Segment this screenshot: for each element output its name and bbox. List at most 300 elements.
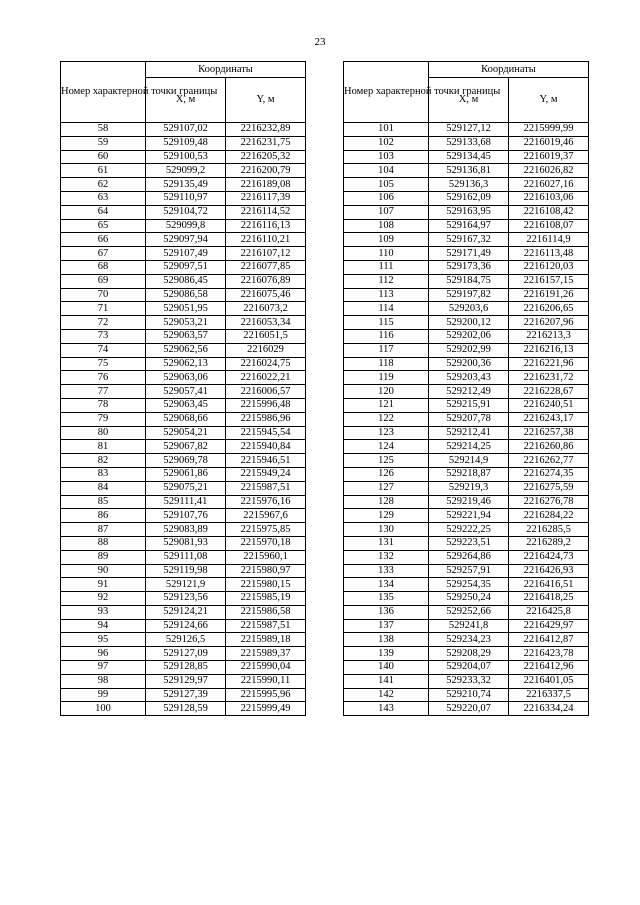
y-coordinate-cell: 2216027,16: [509, 178, 589, 192]
y-coordinate-cell: 2216262,77: [509, 454, 589, 468]
table-row: [61, 357, 306, 371]
point-number-cell: 93: [61, 605, 146, 619]
y-coordinate-cell: 2216207,96: [509, 316, 589, 330]
table-row: [344, 481, 589, 495]
y-coordinate-cell: 2216275,59: [509, 481, 589, 495]
point-number-header: Номер характерной точки границы: [344, 62, 429, 123]
y-coordinate-cell: 2216110,21: [226, 233, 306, 247]
point-number-cell: 135: [344, 592, 429, 606]
y-coordinate-cell: 2215985,19: [226, 592, 306, 606]
table-row: [344, 592, 589, 606]
x-coordinate-cell: 529124,21: [146, 605, 226, 619]
y-coordinate-cell: 2216260,86: [509, 440, 589, 454]
point-number-cell: 117: [344, 343, 429, 357]
y-coordinate-cell: 2215975,85: [226, 523, 306, 537]
x-coordinate-cell: 529063,45: [146, 398, 226, 412]
table-row: [344, 233, 589, 247]
x-coordinate-cell: 529054,21: [146, 426, 226, 440]
table-row: [61, 329, 306, 343]
table-row: [61, 205, 306, 219]
x-coordinate-cell: 529086,45: [146, 274, 226, 288]
y-coordinate-cell: 2216108,07: [509, 219, 589, 233]
point-number-cell: 98: [61, 674, 146, 688]
table-row: [344, 688, 589, 702]
y-coordinate-cell: 2215989,37: [226, 647, 306, 661]
x-coordinate-cell: 529127,09: [146, 647, 226, 661]
table-row: [61, 260, 306, 274]
point-number-cell: 108: [344, 219, 429, 233]
y-coordinate-cell: 2216029: [226, 343, 306, 357]
table-row: [61, 316, 306, 330]
y-coordinate-cell: 2216107,12: [226, 247, 306, 261]
x-coordinate-cell: 529214,9: [429, 454, 509, 468]
table-row: [61, 178, 306, 192]
table-row: [61, 495, 306, 509]
x-coordinate-cell: 529223,51: [429, 536, 509, 550]
point-number-cell: 75: [61, 357, 146, 371]
point-number-cell: 67: [61, 247, 146, 261]
table-row: [61, 440, 306, 454]
x-coordinate-cell: 529134,45: [429, 150, 509, 164]
y-coordinate-cell: 2216429,97: [509, 619, 589, 633]
y-coordinate-cell: 2216416,51: [509, 578, 589, 592]
point-number-cell: 110: [344, 247, 429, 261]
y-coordinate-cell: 2216117,39: [226, 191, 306, 205]
x-coordinate-cell: 529136,81: [429, 164, 509, 178]
point-number-cell: 137: [344, 619, 429, 633]
x-coordinate-cell: 529097,51: [146, 260, 226, 274]
table-row: [61, 247, 306, 261]
table-row: [61, 688, 306, 702]
table-row: [61, 136, 306, 150]
point-number-cell: 109: [344, 233, 429, 247]
point-number-cell: 119: [344, 371, 429, 385]
x-coordinate-cell: 529202,99: [429, 343, 509, 357]
x-coordinate-cell: 529110,97: [146, 191, 226, 205]
y-coordinate-cell: 2216114,9: [509, 233, 589, 247]
point-number-cell: 77: [61, 385, 146, 399]
table-row: [344, 398, 589, 412]
y-coordinate-cell: 2215976,16: [226, 495, 306, 509]
point-number-cell: 68: [61, 260, 146, 274]
x-coordinate-cell: 529107,02: [146, 123, 226, 137]
x-coordinate-cell: 529250,24: [429, 592, 509, 606]
x-coordinate-cell: 529126,5: [146, 633, 226, 647]
y-coordinate-cell: 2216228,67: [509, 385, 589, 399]
y-coordinate-cell: 2216213,3: [509, 329, 589, 343]
x-coordinate-cell: 529107,49: [146, 247, 226, 261]
y-coordinate-cell: 2216412,87: [509, 633, 589, 647]
x-coordinate-cell: 529202,06: [429, 329, 509, 343]
table-row: [61, 536, 306, 550]
point-number-cell: 130: [344, 523, 429, 537]
point-number-cell: 102: [344, 136, 429, 150]
point-number-cell: 123: [344, 426, 429, 440]
point-number-cell: 78: [61, 398, 146, 412]
table-row: [61, 385, 306, 399]
y-coordinate-cell: 2216024,75: [226, 357, 306, 371]
table-row: [344, 605, 589, 619]
point-number-cell: 96: [61, 647, 146, 661]
table-row: [61, 661, 306, 675]
x-coordinate-cell: 529173,36: [429, 260, 509, 274]
x-coordinate-cell: 529233,32: [429, 674, 509, 688]
point-number-cell: 122: [344, 412, 429, 426]
y-coordinate-cell: 2216240,51: [509, 398, 589, 412]
x-coordinate-cell: 529124,66: [146, 619, 226, 633]
x-header: X, м: [146, 78, 226, 123]
x-coordinate-cell: 529123,56: [146, 592, 226, 606]
x-coordinate-cell: 529051,95: [146, 302, 226, 316]
point-number-cell: 101: [344, 123, 429, 137]
table-row: [61, 702, 306, 716]
y-coordinate-cell: 2216424,73: [509, 550, 589, 564]
x-coordinate-cell: 529219,46: [429, 495, 509, 509]
x-coordinate-cell: 529083,89: [146, 523, 226, 537]
table-row: [344, 357, 589, 371]
table-row: [344, 702, 589, 716]
table-row: [344, 454, 589, 468]
point-number-cell: 103: [344, 150, 429, 164]
y-coordinate-cell: 2216231,72: [509, 371, 589, 385]
point-number-cell: 127: [344, 481, 429, 495]
y-coordinate-cell: 2216425,8: [509, 605, 589, 619]
point-number-cell: 79: [61, 412, 146, 426]
y-coordinate-cell: 2215987,51: [226, 619, 306, 633]
y-coordinate-cell: 2216257,38: [509, 426, 589, 440]
point-number-cell: 58: [61, 123, 146, 137]
table-row: [61, 578, 306, 592]
y-header: Y, м: [226, 78, 306, 123]
point-number-cell: 136: [344, 605, 429, 619]
x-coordinate-cell: 529107,76: [146, 509, 226, 523]
point-number-cell: 73: [61, 329, 146, 343]
x-coordinate-cell: 529135,49: [146, 178, 226, 192]
point-number-cell: 111: [344, 260, 429, 274]
x-coordinate-cell: 529210,74: [429, 688, 509, 702]
point-number-cell: 141: [344, 674, 429, 688]
x-coordinate-cell: 529128,85: [146, 661, 226, 675]
table-row: [344, 619, 589, 633]
y-coordinate-cell: 2216337,5: [509, 688, 589, 702]
point-number-cell: 80: [61, 426, 146, 440]
table-row: [344, 633, 589, 647]
left-table-body: [61, 123, 306, 716]
x-coordinate-cell: 529075,21: [146, 481, 226, 495]
x-coordinate-cell: 529086,58: [146, 288, 226, 302]
x-coordinate-cell: 529099,8: [146, 219, 226, 233]
x-coordinate-cell: 529222,25: [429, 523, 509, 537]
x-coordinate-cell: 529171,49: [429, 247, 509, 261]
x-coordinate-cell: 529163,95: [429, 205, 509, 219]
y-coordinate-cell: 2216019,37: [509, 150, 589, 164]
table-row: [61, 647, 306, 661]
y-coordinate-cell: 2216077,85: [226, 260, 306, 274]
table-row: [344, 412, 589, 426]
x-coordinate-cell: 529067,82: [146, 440, 226, 454]
table-row: [344, 674, 589, 688]
y-coordinate-cell: 2215986,96: [226, 412, 306, 426]
x-coordinate-cell: 529208,29: [429, 647, 509, 661]
table-row: [344, 426, 589, 440]
table-row: [61, 467, 306, 481]
x-coordinate-cell: 529200,12: [429, 316, 509, 330]
x-coordinate-cell: 529241,8: [429, 619, 509, 633]
table-row: [344, 661, 589, 675]
y-coordinate-cell: 2215987,51: [226, 481, 306, 495]
point-number-cell: 104: [344, 164, 429, 178]
y-coordinate-cell: 2215946,51: [226, 454, 306, 468]
y-coordinate-cell: 2216200,79: [226, 164, 306, 178]
point-number-cell: 70: [61, 288, 146, 302]
coordinates-header: Координаты: [429, 62, 589, 78]
point-number-cell: 61: [61, 164, 146, 178]
table-row: [344, 316, 589, 330]
table-row: [61, 564, 306, 578]
point-number-cell: 138: [344, 633, 429, 647]
x-coordinate-cell: 529062,56: [146, 343, 226, 357]
point-number-cell: 85: [61, 495, 146, 509]
point-number-cell: 82: [61, 454, 146, 468]
table-row: [61, 605, 306, 619]
x-coordinate-cell: 529136,3: [429, 178, 509, 192]
table-row: [344, 647, 589, 661]
table-row: [344, 578, 589, 592]
y-coordinate-cell: 2216243,17: [509, 412, 589, 426]
point-number-cell: 76: [61, 371, 146, 385]
point-number-cell: 97: [61, 661, 146, 675]
table-row: [344, 205, 589, 219]
point-number-cell: 125: [344, 454, 429, 468]
y-coordinate-cell: 2216274,35: [509, 467, 589, 481]
point-number-cell: 94: [61, 619, 146, 633]
point-number-cell: 88: [61, 536, 146, 550]
x-coordinate-cell: 529129,97: [146, 674, 226, 688]
point-number-cell: 90: [61, 564, 146, 578]
table-row: [61, 592, 306, 606]
y-coordinate-cell: 2215945,54: [226, 426, 306, 440]
point-number-cell: 95: [61, 633, 146, 647]
x-coordinate-cell: 529133,68: [429, 136, 509, 150]
x-coordinate-cell: 529264,86: [429, 550, 509, 564]
point-number-cell: 89: [61, 550, 146, 564]
y-coordinate-cell: 2216216,13: [509, 343, 589, 357]
x-coordinate-cell: 529100,53: [146, 150, 226, 164]
point-number-cell: 124: [344, 440, 429, 454]
table-row: [344, 467, 589, 481]
point-number-cell: 113: [344, 288, 429, 302]
table-row: [61, 426, 306, 440]
y-coordinate-cell: 2216026,82: [509, 164, 589, 178]
y-coordinate-cell: 2215970,18: [226, 536, 306, 550]
point-number-cell: 107: [344, 205, 429, 219]
table-row: [344, 247, 589, 261]
x-coordinate-cell: 529127,39: [146, 688, 226, 702]
table-row: [344, 191, 589, 205]
y-coordinate-cell: 2216206,65: [509, 302, 589, 316]
x-coordinate-cell: 529207,78: [429, 412, 509, 426]
table-row: [61, 343, 306, 357]
x-coordinate-cell: 529257,91: [429, 564, 509, 578]
x-coordinate-cell: 529204,07: [429, 661, 509, 675]
y-coordinate-cell: 2215989,18: [226, 633, 306, 647]
table-row: [344, 274, 589, 288]
y-coordinate-cell: 2216114,52: [226, 205, 306, 219]
x-coordinate-cell: 529234,23: [429, 633, 509, 647]
table-row: [61, 550, 306, 564]
x-coordinate-cell: 529167,32: [429, 233, 509, 247]
point-number-cell: 86: [61, 509, 146, 523]
y-coordinate-cell: 2216157,15: [509, 274, 589, 288]
point-number-cell: 59: [61, 136, 146, 150]
x-coordinate-cell: 529254,35: [429, 578, 509, 592]
y-coordinate-cell: 2215980,97: [226, 564, 306, 578]
table-row: [61, 371, 306, 385]
table-row: [344, 343, 589, 357]
point-number-cell: 112: [344, 274, 429, 288]
table-row: [344, 219, 589, 233]
table-row: [61, 164, 306, 178]
y-coordinate-cell: 2215940,84: [226, 440, 306, 454]
x-coordinate-cell: 529104,72: [146, 205, 226, 219]
x-coordinate-cell: 529119,98: [146, 564, 226, 578]
table-row: [344, 260, 589, 274]
table-row: [344, 123, 589, 137]
table-row: [344, 329, 589, 343]
point-number-cell: 64: [61, 205, 146, 219]
table-row: [61, 191, 306, 205]
x-coordinate-cell: 529164,97: [429, 219, 509, 233]
y-coordinate-cell: 2215949,24: [226, 467, 306, 481]
x-coordinate-cell: 529081,93: [146, 536, 226, 550]
x-coordinate-cell: 529097,94: [146, 233, 226, 247]
point-number-cell: 115: [344, 316, 429, 330]
y-coordinate-cell: 2216019,46: [509, 136, 589, 150]
table-row: [61, 219, 306, 233]
y-coordinate-cell: 2216120,03: [509, 260, 589, 274]
point-number-cell: 142: [344, 688, 429, 702]
y-coordinate-cell: 2216073,2: [226, 302, 306, 316]
table-row: [344, 371, 589, 385]
y-coordinate-cell: 2216053,34: [226, 316, 306, 330]
coordinates-table-left: [60, 61, 306, 716]
table-row: [344, 164, 589, 178]
table-row: [344, 440, 589, 454]
y-coordinate-cell: 2216418,25: [509, 592, 589, 606]
x-coordinate-cell: 529215,91: [429, 398, 509, 412]
point-number-cell: 133: [344, 564, 429, 578]
point-number-cell: 139: [344, 647, 429, 661]
table-row: [61, 150, 306, 164]
x-coordinate-cell: 529197,82: [429, 288, 509, 302]
y-coordinate-cell: 2216423,78: [509, 647, 589, 661]
point-number-cell: 81: [61, 440, 146, 454]
point-number-cell: 99: [61, 688, 146, 702]
y-coordinate-cell: 2216232,89: [226, 123, 306, 137]
point-number-cell: 74: [61, 343, 146, 357]
x-coordinate-cell: 529214,25: [429, 440, 509, 454]
table-row: [61, 302, 306, 316]
point-number-cell: 131: [344, 536, 429, 550]
point-number-cell: 71: [61, 302, 146, 316]
point-number-cell: 87: [61, 523, 146, 537]
table-row: [61, 674, 306, 688]
point-number-cell: 106: [344, 191, 429, 205]
x-coordinate-cell: 529200,36: [429, 357, 509, 371]
y-coordinate-cell: 2216284,22: [509, 509, 589, 523]
x-coordinate-cell: 529061,86: [146, 467, 226, 481]
point-number-cell: 62: [61, 178, 146, 192]
point-number-header: Номер характерной точки границы: [61, 62, 146, 123]
y-coordinate-cell: 2216108,42: [509, 205, 589, 219]
y-coordinate-cell: 2215990,04: [226, 661, 306, 675]
table-row: [61, 123, 306, 137]
y-coordinate-cell: 2215986,58: [226, 605, 306, 619]
x-coordinate-cell: 529212,49: [429, 385, 509, 399]
table-row: [344, 550, 589, 564]
table-row: [344, 136, 589, 150]
y-coordinate-cell: 2216051,5: [226, 329, 306, 343]
x-coordinate-cell: 529069,78: [146, 454, 226, 468]
point-number-cell: 92: [61, 592, 146, 606]
y-coordinate-cell: 2215996,48: [226, 398, 306, 412]
table-row: [344, 536, 589, 550]
point-number-cell: 129: [344, 509, 429, 523]
point-number-cell: 134: [344, 578, 429, 592]
y-coordinate-cell: 2216426,93: [509, 564, 589, 578]
x-header: X, м: [429, 78, 509, 123]
y-coordinate-cell: 2216276,78: [509, 495, 589, 509]
x-coordinate-cell: 529063,57: [146, 329, 226, 343]
x-coordinate-cell: 529212,41: [429, 426, 509, 440]
table-row: [61, 481, 306, 495]
x-coordinate-cell: 529109,48: [146, 136, 226, 150]
x-coordinate-cell: 529219,3: [429, 481, 509, 495]
table-row: [344, 302, 589, 316]
y-coordinate-cell: 2216116,13: [226, 219, 306, 233]
table-row: [61, 454, 306, 468]
x-coordinate-cell: 529128,59: [146, 702, 226, 716]
x-coordinate-cell: 529111,08: [146, 550, 226, 564]
x-coordinate-cell: 529203,6: [429, 302, 509, 316]
point-number-cell: 128: [344, 495, 429, 509]
x-coordinate-cell: 529062,13: [146, 357, 226, 371]
table-row: [344, 150, 589, 164]
table-row: [61, 633, 306, 647]
y-coordinate-cell: 2216334,24: [509, 702, 589, 716]
point-number-cell: 63: [61, 191, 146, 205]
y-coordinate-cell: 2216205,32: [226, 150, 306, 164]
x-coordinate-cell: 529121,9: [146, 578, 226, 592]
point-number-cell: 118: [344, 357, 429, 371]
point-number-cell: 84: [61, 481, 146, 495]
x-coordinate-cell: 529099,2: [146, 164, 226, 178]
y-coordinate-cell: 2215999,49: [226, 702, 306, 716]
table-row: [344, 564, 589, 578]
x-coordinate-cell: 529252,66: [429, 605, 509, 619]
coordinates-header: Координаты: [146, 62, 306, 78]
point-number-cell: 143: [344, 702, 429, 716]
y-coordinate-cell: 2215960,1: [226, 550, 306, 564]
coordinates-table-right: [343, 61, 589, 716]
x-coordinate-cell: 529218,87: [429, 467, 509, 481]
point-number-cell: 100: [61, 702, 146, 716]
x-coordinate-cell: 529068,66: [146, 412, 226, 426]
y-coordinate-cell: 2215999,99: [509, 123, 589, 137]
point-number-cell: 66: [61, 233, 146, 247]
y-coordinate-cell: 2216401,05: [509, 674, 589, 688]
point-number-cell: 114: [344, 302, 429, 316]
